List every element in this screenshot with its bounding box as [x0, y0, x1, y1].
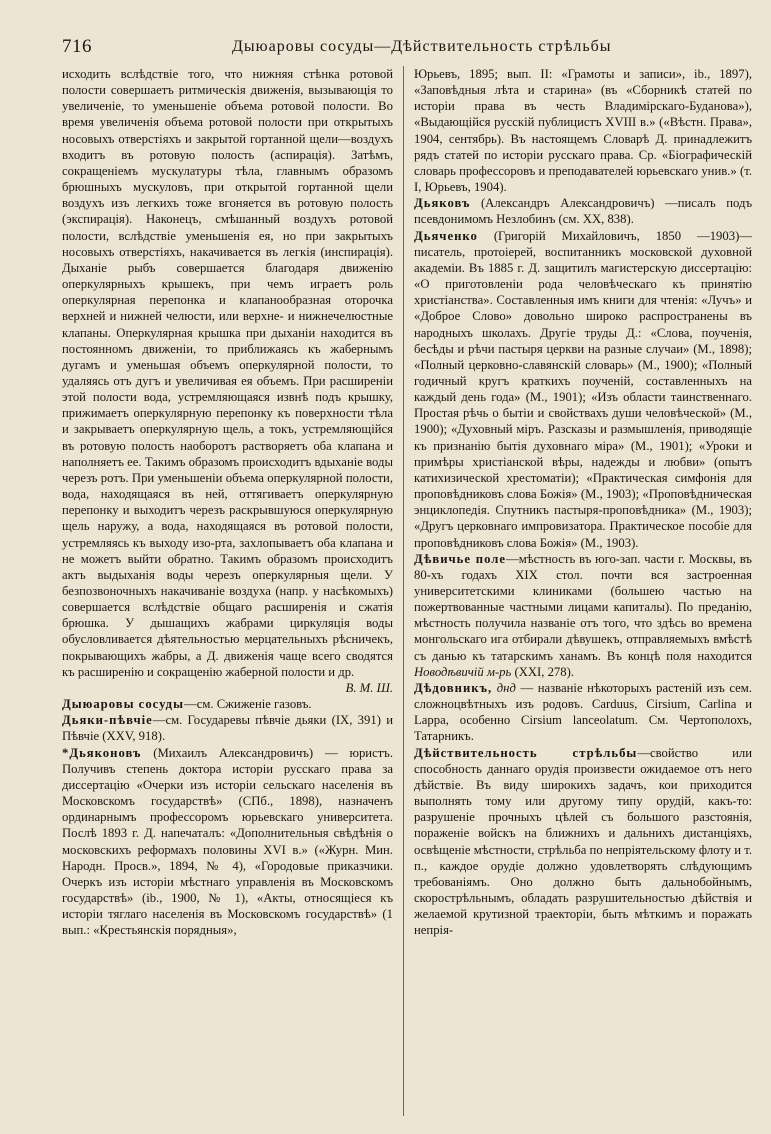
paragraph-text: исходить вслѣдствіе того, что нижняя стѣнка ротовой полости совершаетъ ритмическія движенія, вызывающія то увеличеніе, то уменьшеніе объема ротовой полости. Во время увеличенія объема ротовой полости при открытыхъ носовыхъ отверстіяхъ и закрытой гортанной щели—воздухъ входитъ въ ротовую полость (аспирація). Затѣмъ, сокращеніемъ мускулатуры тѣла, главнымъ образомъ брюшныхъ мускуловъ, при открытой гортанной щели воздухъ изъ легкихъ тоже вгоняется въ ротовую полость (экспирація). Наконецъ, смѣшанный воздухъ ротовой полости, вслѣдствіе уменьшенія ея, но при закрытыхъ носовыхъ отверстіяхъ, накачивается въ легкія (инспирація). Дыханіе рыбъ совершается благодаря движенію оперкулярныхъ крышекъ, при чемъ играетъ роль оперкулярная перепонка и клапанообразная оторочка верхней и нижней челюсти, или верхне- и нижнечелюстные клапаны. Оперкулярная крышка при дыханіи находится въ постоянномъ движеніи, то приближаясь къ жабернымъ дугамъ и уменьшая объемъ оперкулярной полости, то удаляясь отъ дугъ и увеличивая ея объемъ. При расширеніи этой полости вода, устремляющаяся извнѣ подъ крышку, прижимаетъ оперкулярную перепонку къ поверхности тѣла и закрываетъ оперкулярную щель, а токъ, устремляющійся въ ротовую полость наоборотъ растворяетъ оба клапана и наполняетъ ее. Такимъ образомъ происходитъ вдыханіе воды черезъ ротъ. При уменьшеніи объема оперкулярной полости, вода, находящаяся въ ней, оттягиваетъ оперкулярную перепонку и выходитъ черезъ раскрывшуюся оперкулярную щель наружу, а вода, находящаяся въ ротовой полости, устремляясь къ выходу изо-рта, захлопываетъ оба клапана и не можетъ выйти обратно. Такимъ образомъ происходитъ актъ выдыханія воды черезъ оперкулярныя щели. У безпозвоночныхъ накачиваніе воздуха (напр. у насѣкомыхъ) совершается вслѣдствіе общаго расширенія и сжатія брюшка. У дышащихъ жабрами циркуляція воды обусловливается дѣятельностью мерцательныхъ рѣсничекъ, покрывающихъ жабры, а Д. движенія чаще всего сводятся къ расширенію и сокращенію жаберной полости и др. [62, 67, 393, 679]
entry-text: —см. Сжиженіе газовъ. [184, 697, 312, 712]
entry-headword: Дьяченко [414, 228, 478, 243]
page-number: 716 [62, 36, 92, 57]
entry-text: —см. Государевы пѣвчіе дьяки (IX, 391) и Пѣвчіе (XXV, 918). [62, 713, 393, 744]
entry-text: —свойство или способность даннаго орудія произвести ожидаемое отъ него дѣйствіе. Въ виду широкихъ задачъ, кои приходится выполнять тому или другому типу орудій, какъ-то: разрушеніе прочныхъ цѣлей съ большого разстоянія, пораженіе войскъ на ближнихъ и дальнихъ дистанціяхъ, освѣщеніе мѣстности, стрѣльба по непріятельскому флоту и т. п., каждое орудіе должно удовлетворять слѣдующимъ требованіямъ. Оно должно быть дальнобойнымъ, скорострѣльнымъ, обладать разрушительностью дѣйствія и желаемой крутизной траекторіи, быть мѣткимъ и поражать непрія- [414, 745, 752, 938]
entry-text: —мѣстность въ юго-зап. части г. Москвы, въ 80-хъ годахъ XIX стол. почти вся застроенная университетскими клиниками (большею частью на пожертвованные частными лицами капиталы). По преданію, мѣстность получила названіе отъ того, что здѣсь во времена монгольскаго ига отбирали дѣвушекъ, отправляемыхъ вмѣстѣ съ данью къ татарскимъ ханамъ. Въ концѣ поля находится [414, 551, 752, 663]
entry-headword: Дѣвичье поле [414, 551, 507, 566]
entry [414, 228, 752, 551]
entry-text: (Григорій Михайловичъ, 1850 —1903)—писатель, протоіерей, воспитанникъ московской духовной академіи. Въ 1885 г. Д. защитилъ магистерскую диссертацію: «О приготовленіи рода человѣческаго къ принятію христіанства». Составленныя имъ книги для чтенія: «Лучъ» и «Доброе Слово» довольно широко распространены въ народныхъ школахъ. Другіе труды Д.: «Слова, поученія, бесѣды и рѣчи пастыря церкви на разные случаи» (М., 1898); «Полный церковно-славянскій словарь» (М., 1900); «Полный годичный кругъ краткихъ поученій, составленныхъ на каждый день года» (М., 1901); «Изъ области таинственнаго. Простая рѣчь о бытіи и свойствахъ души человѣческой» (М., 1900); «Духовный міръ. Разсказы и размышленія, приводящіе къ признанію бытія духовнаго міра» (М., 1901); «Уроки и примѣры христіанской вѣры, надежды и любви» (опытъ катихизической хрестоматіи); «Практическая симфонія для проповѣдниковъ слова Божія» (М., 1903); «Проповѣдническая энциклопедія. Спутникъ пастыря-проповѣдника» (М., 1903); «Другъ церковнаго импровизатора. Практическое пособіе для проповѣдниковъ слова Божія» (М., 1903). [414, 228, 752, 550]
paragraph [414, 66, 752, 195]
author-signature: В. М. Ш. [345, 680, 393, 695]
entry-text: (Михаилъ Александровичъ) — юристъ. Получивъ степень доктора исторіи русскаго права за диссертацію «Очерки изъ исторіи сельскаго населенія въ Московскомъ государствѣ» (СПб., 1898), назначенъ ординарнымъ профессоромъ юрьевскаго университета. Послѣ 1893 г. Д. напечаталъ: «Дополнительныя свѣдѣнія о московскихъ реформахъ половины XVI в.» («Журн. Мин. Народн. Просв.», 1894, № 4), «Городовые приказчики. Очеркъ изъ исторіи мѣстнаго управленія въ Московскомъ государствѣ» (ib., 1900, № 1), «Акты, относящіеся къ исторіи тяглаго населенія въ Московскомъ государствѣ» (1 вып.: «Крестьянскія порядныя», [62, 745, 393, 938]
entry-text: (Александръ Александровичъ) —писалъ подъ псевдонимомъ Незлобинъ (см. XX, 838). [414, 196, 752, 227]
paragraph-text: Юрьевъ, 1895; вып. II: «Грамоты и записи», ib., 1897), «Заповѣдныя лѣта и старина» (въ «Сборникѣ статей по исторіи права въ честь Владимірскаго-Буданова»), «Выдающійся русскій публицистъ XVIII в.» («Вѣстн. Права», 1904, сентябрь). Въ настоящемъ Словарѣ Д. принадлежитъ рядъ статей по исторіи русскаго права. Ср. «Біографическій словарь профессоровъ и преподавателей юрьевскаго унив.» (т. I, Юрьевъ, 1904). [414, 67, 752, 195]
entry [414, 195, 752, 227]
paragraph [62, 66, 393, 695]
entry [414, 745, 752, 939]
entry-headword: Дыюаровы сосуды [62, 697, 184, 712]
entry-italic: Новодѣвичій м-рь [414, 664, 512, 679]
left-column [62, 66, 393, 1126]
column-divider [403, 66, 404, 1116]
running-title: Дыюаровы сосуды—Дѣйствительность стрѣльбы [232, 38, 612, 55]
entry-headword: *Дьяконовъ [62, 745, 142, 760]
entry [62, 712, 393, 744]
entry [62, 696, 393, 712]
right-column [414, 66, 752, 1126]
entry [414, 680, 752, 745]
entry-text: (XXI, 278). [514, 664, 575, 679]
entry-headword: Дѣйствительность стрѣльбы [414, 745, 638, 760]
entry-headword: Дьяки-пѣвчіе [62, 713, 153, 728]
entry [414, 551, 752, 680]
entry-text: — названіе нѣкоторыхъ растеній изъ сем. сложноцвѣтныхъ изъ родовъ. Carduus, Cirsium, Carlina и Lappa, особенно Cirsium lanceolatum. См. Чертополохъ, Татарникъ. [414, 680, 752, 744]
entry-headword: Дѣдовникъ, [414, 680, 493, 695]
entry-italic: днд [496, 680, 516, 695]
page-header [62, 36, 743, 60]
entry [62, 745, 393, 939]
entry-headword: Дьяковъ [414, 196, 471, 211]
